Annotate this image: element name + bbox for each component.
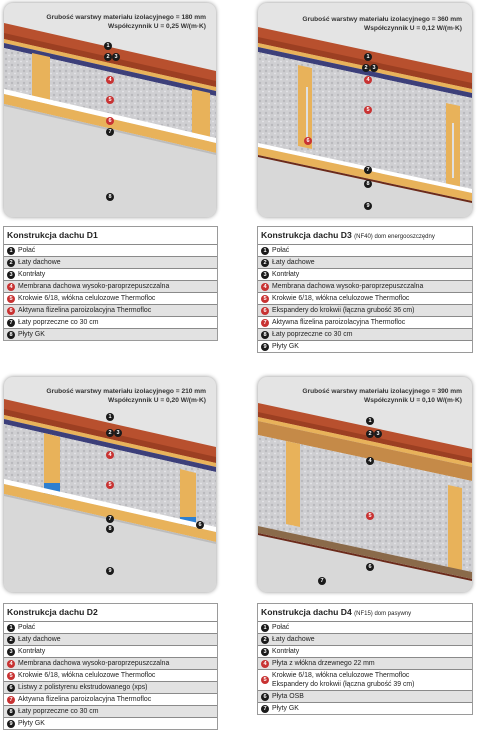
badge-6: 6 [304, 137, 312, 145]
badge-5: 5 [364, 106, 372, 114]
badge-7: 7 [318, 577, 326, 585]
legend-row: 4 Membrana dachowa wysoko-paroprzepuszczalna [4, 657, 217, 669]
legend-row: 9 Płyty GK [258, 340, 472, 352]
legend-row: 1 Połać [4, 244, 217, 256]
badge-2: 2 [104, 53, 112, 61]
legend-row: 5 Krokwie 6/18, włókna celulozowe Thermofloc [4, 669, 217, 681]
header-u-d3: Współczynnik U = 0,12 W/(m·K) [363, 25, 462, 32]
legend-row: 2 Łaty dachowe [258, 633, 472, 645]
badge-7: 7 [106, 515, 114, 523]
legend-row: 5 Krokwie 6/18, włókna celulozowe Thermofloc [258, 292, 472, 304]
legend-row: 5 Krokwie 6/18, włókna celulozowe Thermofloc [4, 292, 217, 304]
legend-row: 4 Membrana dachowa wysoko-paroprzepuszczalna [258, 280, 472, 292]
panel-d3-image [258, 3, 472, 217]
badge-7: 7 [364, 166, 372, 174]
legend-d4 [257, 603, 473, 715]
badge-8: 8 [364, 180, 372, 188]
legend-row: 9 Płyty GK [4, 717, 217, 729]
header-u-d1: Współczynnik U = 0,25 W/(m·K) [107, 23, 206, 30]
legend-row: 7 Płyty GK [258, 702, 472, 714]
legend-row: 6 Listwy z polistyrenu ekstrudowanego (xps) [4, 681, 217, 693]
badge-3: 3 [112, 53, 120, 61]
badge-6: 6 [196, 521, 204, 529]
roof-illustration-d1 [4, 3, 216, 217]
header-thickness-d4: Grubość warstwy materiału izolacyjnego = 390 mm [302, 388, 462, 395]
panel-d2-image [4, 377, 216, 592]
badge-4: 4 [364, 76, 372, 84]
legend-title-d3: Konstrukcja dachu D3 (NF40) dom energooszczędny [261, 230, 435, 240]
badge-5: 5 [366, 512, 374, 520]
badge-1: 1 [106, 413, 114, 421]
legend-row: 8 Łaty poprzeczne co 30 cm [4, 705, 217, 717]
legend-row: 6 Płyta OSB [258, 690, 472, 702]
legend-title-d2: Konstrukcja dachu D2 [7, 607, 98, 617]
legend-row: 7 Aktywna flizelina paroizolacyjna Thermofloc [4, 693, 217, 705]
badge-4: 4 [106, 76, 114, 84]
legend-row: 6 Aktywna flizelina paroizolacyjna Thermofloc [4, 304, 217, 316]
legend-row: 3 Kontrłaty [258, 645, 472, 657]
legend-row: 8 Łaty poprzeczne co 30 cm [258, 328, 472, 340]
legend-row: 7 Aktywna flizelina paroizolacyjna Thermofloc [258, 316, 472, 328]
badge-8: 8 [106, 193, 114, 201]
badge-9: 9 [364, 202, 372, 210]
badge-1: 1 [364, 53, 372, 61]
header-u-d2: Współczynnik U = 0,20 W/(m·K) [107, 397, 206, 404]
legend-d1 [3, 226, 218, 341]
legend-d2 [3, 603, 218, 730]
legend-row: 1 Połać [258, 244, 472, 256]
badge-3: 3 [370, 64, 378, 72]
badge-5: 5 [106, 481, 114, 489]
legend-row: 1 Połać [258, 621, 472, 633]
badge-6: 6 [366, 563, 374, 571]
badge-8: 8 [106, 525, 114, 533]
legend-row: 5 Krokwie 6/18, włókna celulozowe Thermofloc Ekspandery do krokwii (łączna grubość 39 cm) [258, 669, 472, 690]
badge-1: 1 [104, 42, 112, 50]
legend-row: 1 Połać [4, 621, 217, 633]
panel-d4-image [258, 377, 472, 592]
header-thickness-d3: Grubość warstwy materiału izolacyjnego = 360 mm [302, 16, 462, 23]
badge-6: 6 [106, 117, 114, 125]
legend-row: 4 Membrana dachowa wysoko-paroprzepuszczalna [4, 280, 217, 292]
legend-row: 7 Łaty poprzeczne co 30 cm [4, 316, 217, 328]
legend-title-d1: Konstrukcja dachu D1 [7, 230, 98, 240]
legend-row: 4 Płyta z włókna drzewnego 22 mm [258, 657, 472, 669]
badge-2: 2 [362, 64, 370, 72]
legend-row: 3 Kontrłaty [4, 268, 217, 280]
badge-4: 4 [106, 451, 114, 459]
badge-2: 2 [106, 429, 114, 437]
legend-row: 8 Płyty GK [4, 328, 217, 340]
badge-2: 2 [366, 430, 374, 438]
badge-9: 9 [106, 567, 114, 575]
legend-title-d4: Konstrukcja dachu D4 (NF15) dom pasywny [261, 607, 412, 617]
panel-d1-image [4, 3, 216, 217]
header-thickness-d2: Grubość warstwy materiału izolacyjnego = 210 mm [46, 388, 206, 395]
badge-7: 7 [106, 128, 114, 136]
badge-3: 3 [374, 430, 382, 438]
badge-5: 5 [106, 96, 114, 104]
badge-4: 4 [366, 457, 374, 465]
legend-row: 2 Łaty dachowe [4, 633, 217, 645]
legend-row: 3 Kontrłaty [4, 645, 217, 657]
badge-3: 3 [114, 429, 122, 437]
header-thickness-d1: Grubość warstwy materiału izolacyjnego = 180 mm [46, 14, 206, 21]
legend-row: 2 Łaty dachowe [258, 256, 472, 268]
legend-row: 2 Łaty dachowe [4, 256, 217, 268]
header-u-d4: Współczynnik U = 0,10 W/(m·K) [363, 397, 462, 404]
legend-d3 [257, 226, 473, 353]
roof-illustration-d4 [258, 377, 472, 592]
badge-1: 1 [366, 417, 374, 425]
legend-row: 6 Ekspandery do krokwii (łączna grubość 36 cm) [258, 304, 472, 316]
legend-row: 3 Kontrłaty [258, 268, 472, 280]
